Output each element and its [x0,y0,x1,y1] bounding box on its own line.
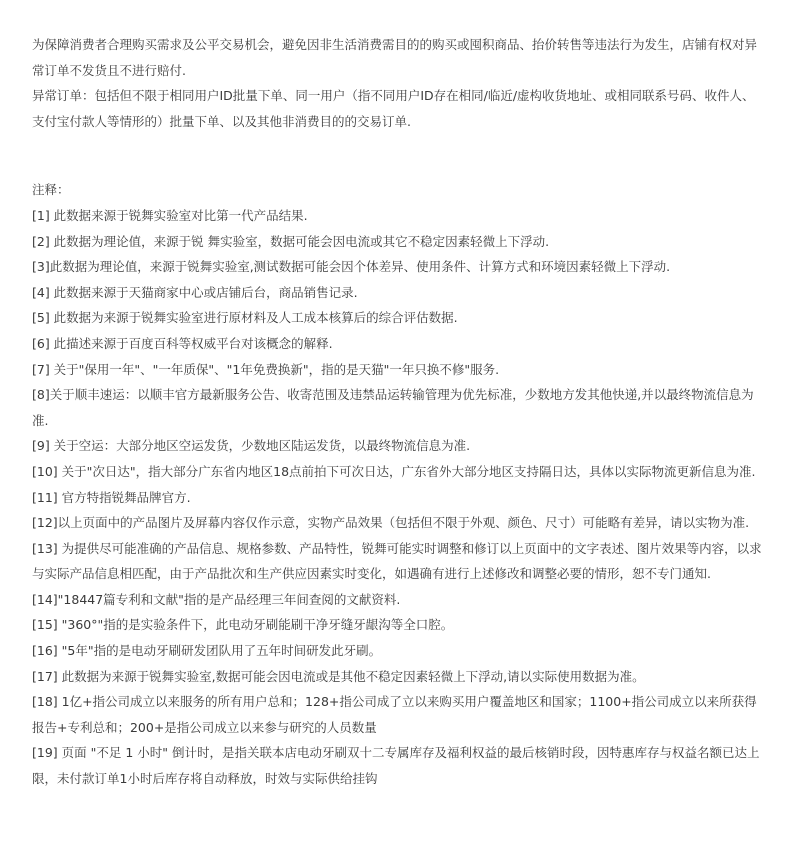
note-16: [16] "5年"指的是电动牙刷研发团队用了五年时间研发此牙刷。 [32,643,382,659]
note-10: [10] 关于"次日达"，指大部分广东省内地区18点前拍下可次日达，广东省外大部分地区支持隔日达，具体以实际物流更新信息为准. [32,463,756,479]
note-11: [11] 官方特指锐舞品牌官方. [32,489,191,505]
note-5: [5] 此数据为来源于锐舞实验室进行原材料及人工成本核算后的综合评估数据. [32,310,458,326]
notes-title: 注释： [32,182,70,198]
note-14: [14]"18447篇专利和文献"指的是产品经理三年间查阅的文献资料. [32,591,401,607]
intro-paragraph-1: 为保障消费者合理购买需求及公平交易机会，避免因非生活消费需目的的购买或囤积商品、抬价转售等违法行为发生，店铺有权对异常订单不发货且不进行赔付. [32,37,758,78]
note-7: [7] 关于"保用一年"、"一年质保"、"1年免费换新"，指的是天猫"一年只换不修"服务. [32,361,500,377]
note-9: [9] 关于空运：大部分地区空运发货，少数地区陆运发货，以最终物流信息为准. [32,438,471,454]
note-19: [19] 页面 "不足 1 小时" 倒计时，是指关联本店电动牙刷双十二专属库存及福利权益的最后核销时段，因特惠库存与权益名额已达上限，未付款订单1小时后库存将自动释放，时效与实际供给挂钩 [32,745,760,787]
note-2: [2] 此数据为理论值，来源于锐 舞实验室，数据可能会因电流或其它不稳定因素轻微上下浮动. [32,233,550,249]
note-3: [3]此数据为理论值，来源于锐舞实验室,测试数据可能会因个体差异、使用条件、计算方式和环境因素轻微上下浮动. [32,259,671,275]
note-17: [17] 此数据为来源于锐舞实验室,数据可能会因电流或是其他不稳定因素轻微上下浮动,请以实际使用数据为准。 [32,668,645,684]
note-8: [8]关于顺丰速运：以顺丰官方最新服务公告、收寄范围及违禁品运转输管理为优先标准，少数地方发其他快递,并以最终物流信息为准. [32,387,754,428]
note-12: [12]以上页面中的产品图片及屏幕内容仅作示意，实物产品效果（包括但不限于外观、颜色、尺寸）可能略有差异，请以实物为准. [32,515,750,531]
section-spacer [32,134,762,177]
note-13: [13] 为提供尽可能准确的产品信息、规格参数、产品特性，锐舞可能实时调整和修订以上页面中的文字表述、图片效果等内容，以求与实际产品信息相匹配，由于产品批次和生产供应因素实时变化，如遇确有进行上述修改和调整必要的情形，恕不专门通知. [32,540,762,582]
intro-paragraph-2: 异常订单：包括但不限于相同用户ID批量下单、同一用户（指不同用户ID存在相同/临近/虚构收货地址、或相同联系号码、收件人、支付宝付款人等情形的）批量下单、以及其他非消费目的的交易订单. [32,88,755,129]
notes-list [32,203,762,792]
note-18: [18] 1亿+指公司成立以来服务的所有用户总和；128+指公司成了立以来购买用户覆盖地区和国家；1100+指公司成立以来所获得报告+专利总和；200+是指公司成立以来参与研究的人员数量 [32,694,757,735]
note-4: [4] 此数据来源于天猫商家中心或店铺后台，商品销售记录. [32,284,358,300]
note-15: [15] "360°"指的是实验条件下，此电动牙刷能刷干净牙缝牙龈沟等全口腔。 [32,617,454,633]
note-1: [1] 此数据来源于锐舞实验室对比第一代产品结果. [32,207,308,223]
note-6: [6] 此描述来源于百度百科等权威平台对该概念的解释. [32,335,333,351]
